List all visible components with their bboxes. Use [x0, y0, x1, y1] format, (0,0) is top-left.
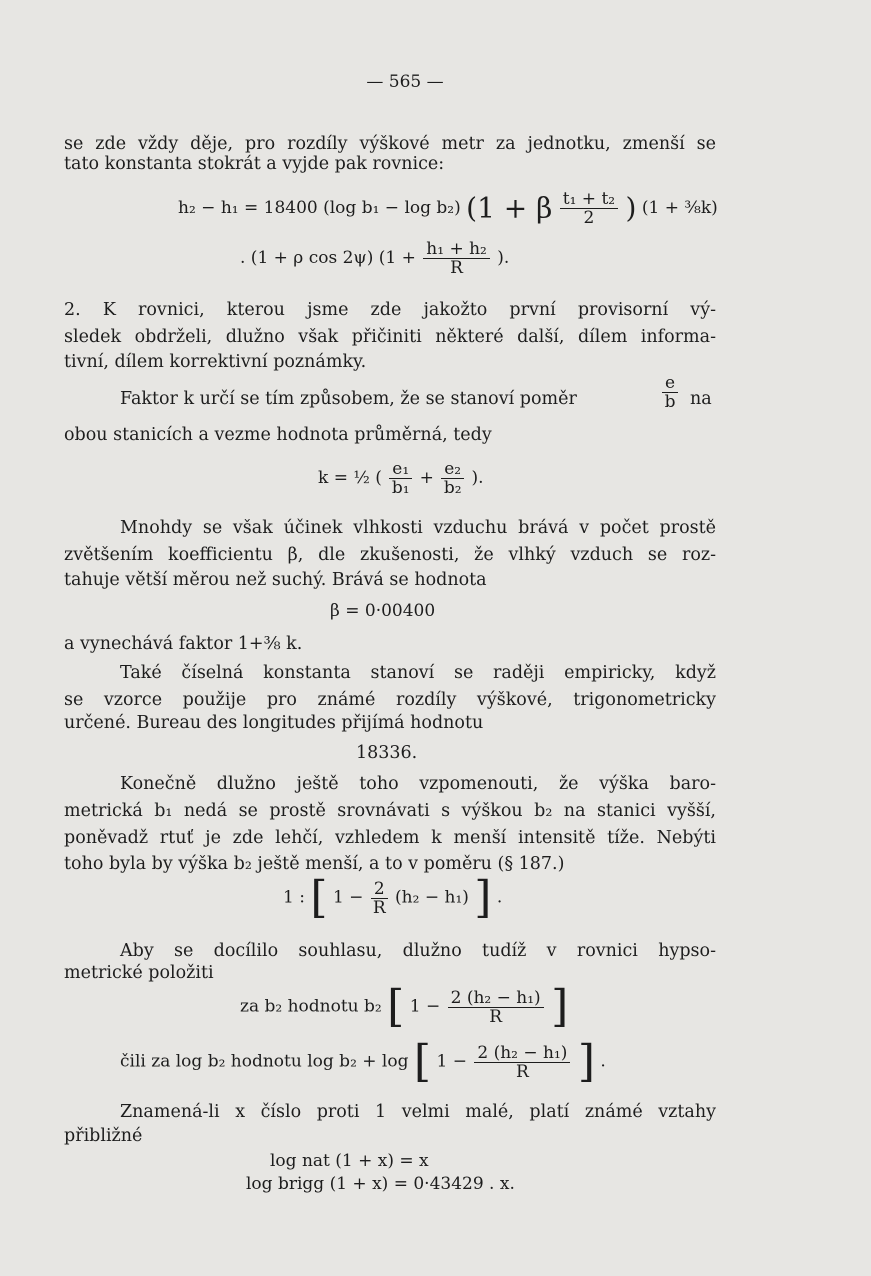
para4-line-2: se vzorce použije pro známé rozdíly výškové, trigonometricky [64, 690, 716, 710]
ratio-frac-num: 2 [371, 880, 388, 899]
eq1-frac-num: t₁ + t₂ [560, 190, 618, 209]
vynechava-line: a vynechává faktor 1+⅜ k. [64, 634, 303, 654]
za-frac-den: R [489, 1006, 503, 1027]
cili-frac-num: 2 (h₂ − h₁) [474, 1044, 570, 1063]
eq1-paren-close: ) [625, 191, 637, 225]
intro-line-1: se zde vždy děje, pro rozdíly výškové metr za jednotku, zmenší se [64, 134, 716, 154]
faktor-text: Faktor k určí se tím způsobem, že se stanoví poměr [120, 389, 577, 409]
equation-cili [120, 1036, 606, 1087]
eqk-head: k = ½ ( [318, 468, 382, 488]
equation-hypsometric-2 [240, 240, 509, 277]
eq1-frac-den: 2 [583, 208, 595, 228]
para2-line-1: 2. K rovnici, kterou jsme zde jakožto první provisorní vý- [64, 300, 716, 320]
faktor-line-1 [120, 388, 577, 410]
para3-line-2: zvětšením koefficientu β, dle zkušenosti, že vlhký vzduch se roz- [64, 545, 716, 565]
eq1-lhs: h₂ − h₁ = 18400 (log b₁ − log b₂) [178, 198, 461, 218]
equation-k [318, 460, 484, 497]
eqk-f2-num: e₂ [441, 460, 464, 479]
eqk-f1-num: e₁ [389, 460, 412, 479]
page-number: — 565 — [366, 72, 444, 92]
para7-line-2: přibližné [64, 1126, 143, 1146]
cili-bracket-open: [ [413, 1036, 432, 1087]
za-frac-num: 2 (h₂ − h₁) [448, 989, 544, 1008]
log-brigg-equation: log brigg (1 + x) = 0·43429 . x. [246, 1174, 515, 1194]
eq2-frac-num: h₁ + h₂ [423, 240, 490, 259]
eq2-frac-den: R [450, 258, 463, 278]
equation-za-b2 [240, 981, 569, 1032]
eq1-fraction [560, 190, 618, 227]
eqk-tail: ). [471, 468, 484, 488]
para4-line-3: určené. Bureau des longitudes přijímá hodnotu [64, 713, 484, 733]
eqk-f2-den: b₂ [443, 478, 462, 498]
eq2-fraction [423, 240, 490, 277]
para3-line-3: tahuje větší měrou než suchý. Brává se hodnota [64, 570, 487, 590]
cili-head: čili za log b₂ hodnotu log b₂ + log [120, 1051, 409, 1072]
ratio-bracket-close: ] [474, 872, 492, 923]
para6-line-1: Aby se docílilo souhlasu, dlužno tudíž v rovnici hypso- [120, 941, 716, 961]
beta-equation: β = 0·00400 [330, 601, 436, 621]
za-bracket-open: [ [387, 981, 405, 1032]
equation-ratio [283, 872, 503, 923]
para4-line-1: Také číselná konstanta stanoví se raději empiricky, když [120, 663, 716, 683]
cili-bracket-close: ] [577, 1036, 596, 1087]
constant-value: 18336. [356, 743, 418, 763]
equation-hypsometric-1 [178, 190, 718, 227]
eq1-tail: (1 + ⅜k) [641, 198, 718, 218]
eqk-plus: + [419, 468, 434, 488]
eqk-f1-den: b₁ [391, 478, 410, 498]
para5-line-3: poněvadž rtuť je zde lehčí, vzhledem k menší intensitě tíže. Nebýti [64, 828, 716, 848]
ratio-inner-post: (h₂ − h₁) [395, 887, 469, 908]
ratio-head: 1 : [283, 887, 305, 908]
faktor-na: na [690, 389, 712, 409]
eq2-head: . (1 + ρ cos 2ψ) (1 + [240, 248, 416, 268]
cili-tail: . [600, 1051, 606, 1072]
faktor-frac-den: b [664, 392, 676, 412]
eq1-paren-open: (1 + β [466, 191, 553, 225]
cili-frac-den: R [515, 1061, 529, 1082]
faktor-line-2: obou stanicích a vezme hodnota průměrná, tedy [64, 425, 492, 445]
cili-inner-pre: 1 − [436, 1051, 467, 1072]
para5-line-1: Konečně dlužno ještě toho vzpomenouti, že výška baro- [120, 774, 716, 794]
za-head: za b₂ hodnotu b₂ [240, 996, 382, 1017]
para7-line-1: Znamená-li x číslo proti 1 velmi malé, platí známé vztahy [120, 1102, 716, 1122]
intro-line-2: tato konstanta stokrát a vyjde pak rovnice: [64, 154, 445, 174]
faktor-fraction [660, 374, 680, 411]
ratio-bracket-open: [ [310, 872, 328, 923]
log-nat-equation: log nat (1 + x) = x [270, 1151, 429, 1171]
para5-line-4: toho byla by výška b₂ ještě menší, a to v poměru (§ 187.) [64, 854, 565, 874]
para3-line-1: Mnohdy se však účinek vlhkosti vzduchu brává v počet prostě [120, 518, 716, 538]
ratio-inner-pre: 1 − [332, 887, 364, 908]
za-inner-pre: 1 − [409, 996, 441, 1017]
para6-line-2: metrické položiti [64, 963, 214, 983]
para2-line-3: tivní, dílem korrektivní poznámky. [64, 352, 367, 372]
para2-line-2: sledek obdrželi, dlužno však přičiniti některé další, dílem informa- [64, 327, 716, 347]
eq2-tail: ). [497, 248, 510, 268]
faktor-frac-num: e [662, 374, 678, 393]
ratio-tail: . [496, 887, 503, 908]
para5-line-2: metrická b₁ nedá se prostě srovnávati s výškou b₂ na stanici vyšší, [64, 801, 716, 821]
za-bracket-close: ] [551, 981, 569, 1032]
ratio-frac-den: R [372, 897, 386, 918]
